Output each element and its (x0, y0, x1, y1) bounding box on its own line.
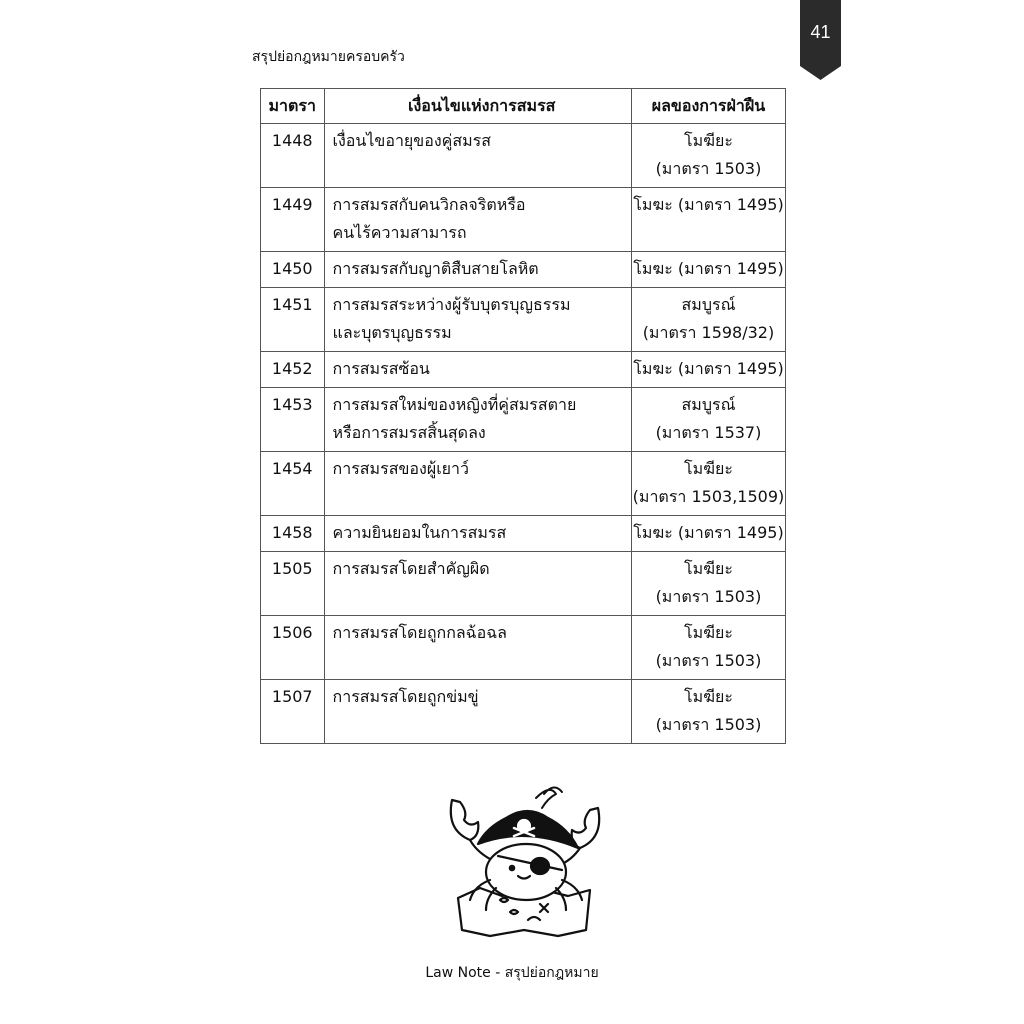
result-line: (มาตรา 1503,1509) (632, 487, 785, 506)
row-result (631, 252, 785, 288)
result-line: สมบูรณ์ (681, 395, 736, 414)
row-section-number: 1451 (261, 288, 325, 352)
table-row (261, 124, 786, 188)
row-condition (324, 352, 631, 388)
table-row (261, 388, 786, 452)
law-table (260, 88, 786, 744)
row-condition (324, 452, 631, 516)
row-section-number: 1450 (261, 252, 325, 288)
running-head: สรุปย่อกฎหมายครอบครัว (252, 49, 405, 65)
result-line: โมฆะ (มาตรา 1495) (633, 359, 784, 378)
condition-line: การสมรสโดยถูกกลฉ้อฉล (332, 623, 507, 642)
row-section-number: 1453 (261, 388, 325, 452)
row-result (631, 552, 785, 616)
row-result (631, 452, 785, 516)
row-section-number: 1454 (261, 452, 325, 516)
condition-line: การสมรสใหม่ของหญิงที่คู่สมรสตาย (332, 395, 577, 414)
page-number: 41 (810, 22, 831, 42)
row-result (631, 616, 785, 680)
result-line: โมฆะ (มาตรา 1495) (633, 523, 784, 542)
page-footer: Law Note - สรุปย่อกฎหมาย (425, 965, 599, 981)
row-section-number: 1507 (261, 680, 325, 744)
table-row (261, 252, 786, 288)
table-row (261, 352, 786, 388)
table-row (261, 188, 786, 252)
row-result (631, 288, 785, 352)
header-condition: เงื่อนไขแห่งการสมรส (324, 89, 631, 124)
row-condition (324, 188, 631, 252)
condition-line: ความยินยอมในการสมรส (332, 523, 507, 542)
row-result (631, 388, 785, 452)
condition-line: และบุตรบุญธรรม (332, 323, 452, 342)
row-condition (324, 516, 631, 552)
condition-line: เงื่อนไขอายุของคู่สมรส (332, 131, 492, 150)
condition-line: การสมรสกับญาติสืบสายโลหิต (332, 259, 539, 278)
result-line: โมฆียะ (683, 623, 733, 642)
row-condition (324, 552, 631, 616)
condition-line: หรือการสมรสสิ้นสุดลง (332, 423, 486, 442)
result-line: โมฆะ (มาตรา 1495) (633, 195, 784, 214)
result-line: (มาตรา 1503) (655, 587, 762, 606)
condition-line: การสมรสโดยสำคัญผิด (332, 559, 490, 578)
row-result (631, 516, 785, 552)
row-section-number: 1506 (261, 616, 325, 680)
row-result (631, 188, 785, 252)
condition-line: การสมรสระหว่างผู้รับบุตรบุญธรรม (332, 295, 571, 314)
row-condition (324, 252, 631, 288)
row-result (631, 352, 785, 388)
table-header-row (261, 89, 786, 124)
row-condition (324, 616, 631, 680)
row-condition (324, 388, 631, 452)
row-section-number: 1449 (261, 188, 325, 252)
result-line: โมฆะ (มาตรา 1495) (633, 259, 784, 278)
header-section: มาตรา (261, 89, 325, 124)
result-line: สมบูรณ์ (681, 295, 736, 314)
result-line: (มาตรา 1503) (655, 651, 762, 670)
header-result: ผลของการฝ่าฝืน (631, 89, 785, 124)
condition-line: การสมรสโดยถูกข่มขู่ (332, 687, 479, 706)
table-row (261, 680, 786, 744)
condition-line: การสมรสกับคนวิกลจริตหรือ (332, 195, 526, 214)
pirate-crab-icon (440, 780, 610, 940)
result-line: โมฆียะ (683, 559, 733, 578)
row-result (631, 124, 785, 188)
result-line: (มาตรา 1503) (655, 715, 762, 734)
table-row (261, 552, 786, 616)
table-body (261, 124, 786, 744)
row-section-number: 1505 (261, 552, 325, 616)
condition-line: การสมรสของผู้เยาว์ (332, 459, 469, 478)
result-line: โมฆียะ (683, 459, 733, 478)
row-section-number: 1452 (261, 352, 325, 388)
row-condition (324, 124, 631, 188)
table-row (261, 516, 786, 552)
row-condition (324, 680, 631, 744)
result-line: (มาตรา 1598/32) (642, 323, 775, 342)
row-condition (324, 288, 631, 352)
table-row (261, 616, 786, 680)
row-result (631, 680, 785, 744)
result-line: โมฆียะ (683, 131, 733, 150)
result-line: (มาตรา 1503) (655, 159, 762, 178)
table-row (261, 452, 786, 516)
row-section-number: 1458 (261, 516, 325, 552)
result-line: (มาตรา 1537) (655, 423, 762, 442)
result-line: โมฆียะ (683, 687, 733, 706)
row-section-number: 1448 (261, 124, 325, 188)
table-row (261, 288, 786, 352)
condition-line: การสมรสซ้อน (332, 359, 430, 378)
condition-line: คนไร้ความสามารถ (332, 223, 467, 242)
